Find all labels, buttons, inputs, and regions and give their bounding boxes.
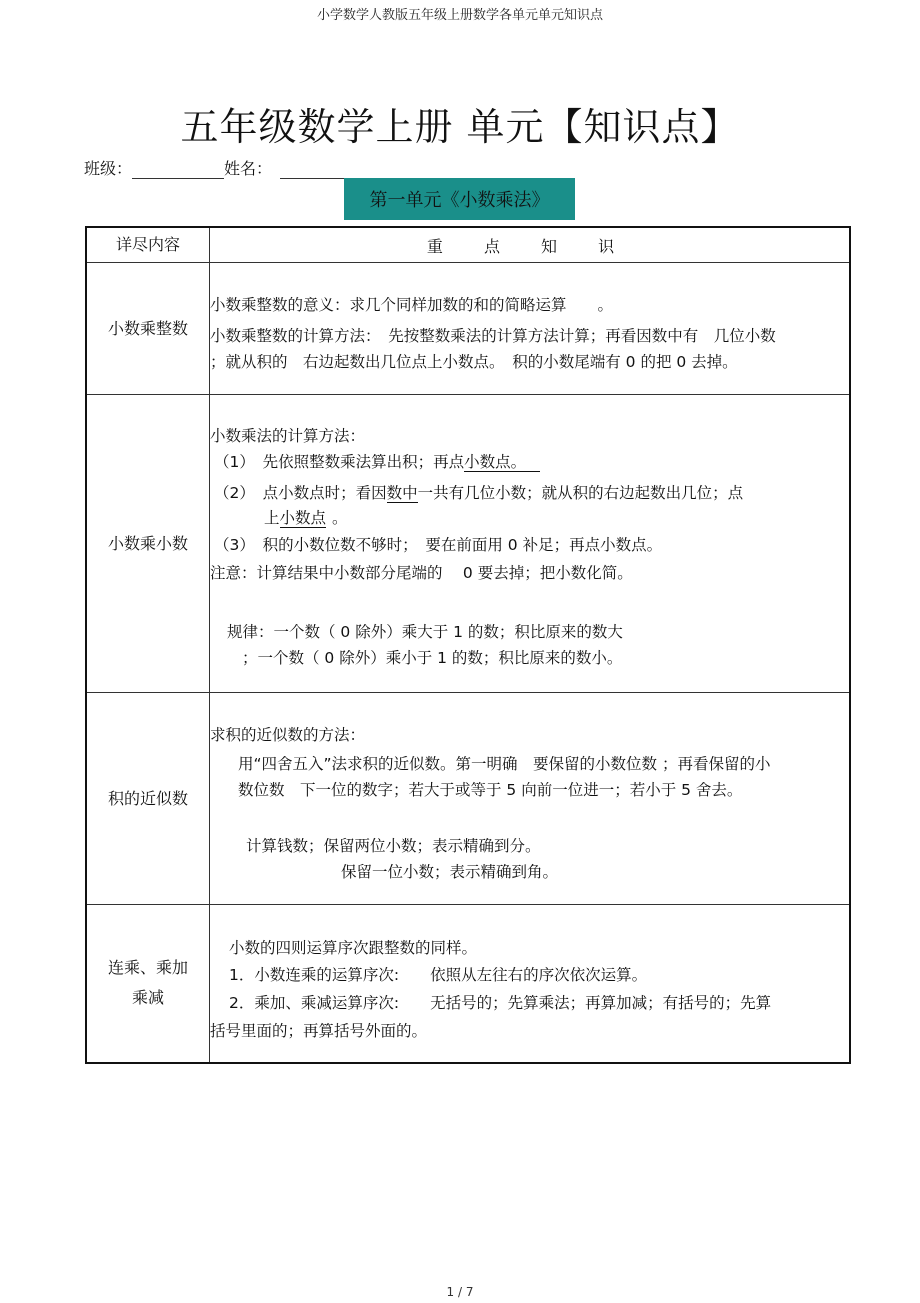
table-header-row xyxy=(86,227,850,263)
page-title: 五年级数学上册 单元【知识点】 xyxy=(180,105,740,149)
row-content xyxy=(210,395,851,693)
row-topic xyxy=(86,905,210,1063)
content-line: 用“四舍五入”法求积的近似数。第一明确 要保留的小数位数 ；再看保留的小 xyxy=(238,755,771,773)
content-line: 求积的近似数的方法： xyxy=(210,726,366,744)
content-line: 小数乘整数的计算方法： 先按整数乘法的计算方法计算；再看因数中有 几位小数 xyxy=(210,327,776,345)
content-line: （2） 点小数点时；看因数中一共有几位小数；就从积的右边起数出几位；点 xyxy=(214,484,744,502)
class-label: 班级： xyxy=(84,159,133,178)
knowledge-table xyxy=(85,226,851,1064)
table-row xyxy=(86,395,850,693)
content-line: 1．小数连乘的运算序次: 依照从左往右的序次依次运算。 xyxy=(229,966,648,984)
content-line: 规律：一个数（ 0 除外）乘大于 1 的数；积比原来的数大 xyxy=(227,623,623,641)
row-content xyxy=(210,905,851,1063)
row-content xyxy=(210,693,851,905)
student-info xyxy=(84,156,370,179)
content-line: 括号里面的；再算括号外面的。 xyxy=(210,1022,428,1040)
content-line: 小数乘法的计算方法： xyxy=(210,427,366,445)
name-blank[interactable] xyxy=(280,162,370,179)
content-line: 计算钱数；保留两位小数；表示精确到分。 xyxy=(246,837,541,855)
content-line: （3） 积的小数位数不够时； 要在前面用 0 补足；再点小数点。 xyxy=(214,536,663,554)
name-label: 姓名： xyxy=(224,159,273,178)
row-topic-line: 连乘、乘加 xyxy=(107,958,188,978)
row-topic-line: 乘减 xyxy=(131,988,164,1008)
class-blank[interactable] xyxy=(132,162,224,179)
table-row xyxy=(86,905,850,1063)
row-topic: 积的近似数 xyxy=(86,693,210,905)
column-header-knowledge xyxy=(210,227,851,263)
content-line: 小数乘整数的意义：求几个同样加数的和的简略运算 。 xyxy=(210,296,614,314)
unit-banner: 第一单元《小数乘法》 xyxy=(344,178,575,220)
content-line: 注意：计算结果中小数部分尾端的 0 要去掉；把小数化简。 xyxy=(210,564,633,582)
underlined-text: 小数点 xyxy=(279,509,327,527)
underlined-text: 小数点。 xyxy=(464,453,540,472)
underlined-text: 数中 xyxy=(386,484,418,502)
table-row xyxy=(86,693,850,905)
document-header: 小学数学人教版五年级上册数学各单元单元知识点 xyxy=(316,8,603,23)
knowledge-header-text: 重 点 知 识 xyxy=(426,236,633,256)
content-line: ；一个数（ 0 除外）乘小于 1 的数；积比原来的数小。 xyxy=(242,649,623,667)
page-number: 1 / 7 xyxy=(446,1285,474,1299)
content-line: 2．乘加、乘减运算序次: 无括号的；先算乘法；再算加减；有括号的；先算 xyxy=(229,994,772,1012)
content-line: （1） 先依照整数乘法算出积；再点小数点。 xyxy=(214,450,540,472)
column-header-topic: 详尽内容 xyxy=(86,227,210,263)
content-line: 数位数 下一位的数字；若大于或等于 5 向前一位进一；若小于 5 舍去。 xyxy=(238,781,743,799)
content-line: 上小数点 。 xyxy=(264,509,348,527)
content-line: 小数的四则运算序次跟整数的同样。 xyxy=(229,939,478,957)
row-topic: 小数乘小数 xyxy=(86,395,210,693)
row-topic: 小数乘整数 xyxy=(86,263,210,395)
content-line: ；就从积的 右边起数出几位点上小数点。 积的小数尾端有 0 的把 0 去掉。 xyxy=(210,353,738,371)
row-content xyxy=(210,263,851,395)
content-line: 保留一位小数；表示精确到角。 xyxy=(341,863,559,881)
table-row xyxy=(86,263,850,395)
